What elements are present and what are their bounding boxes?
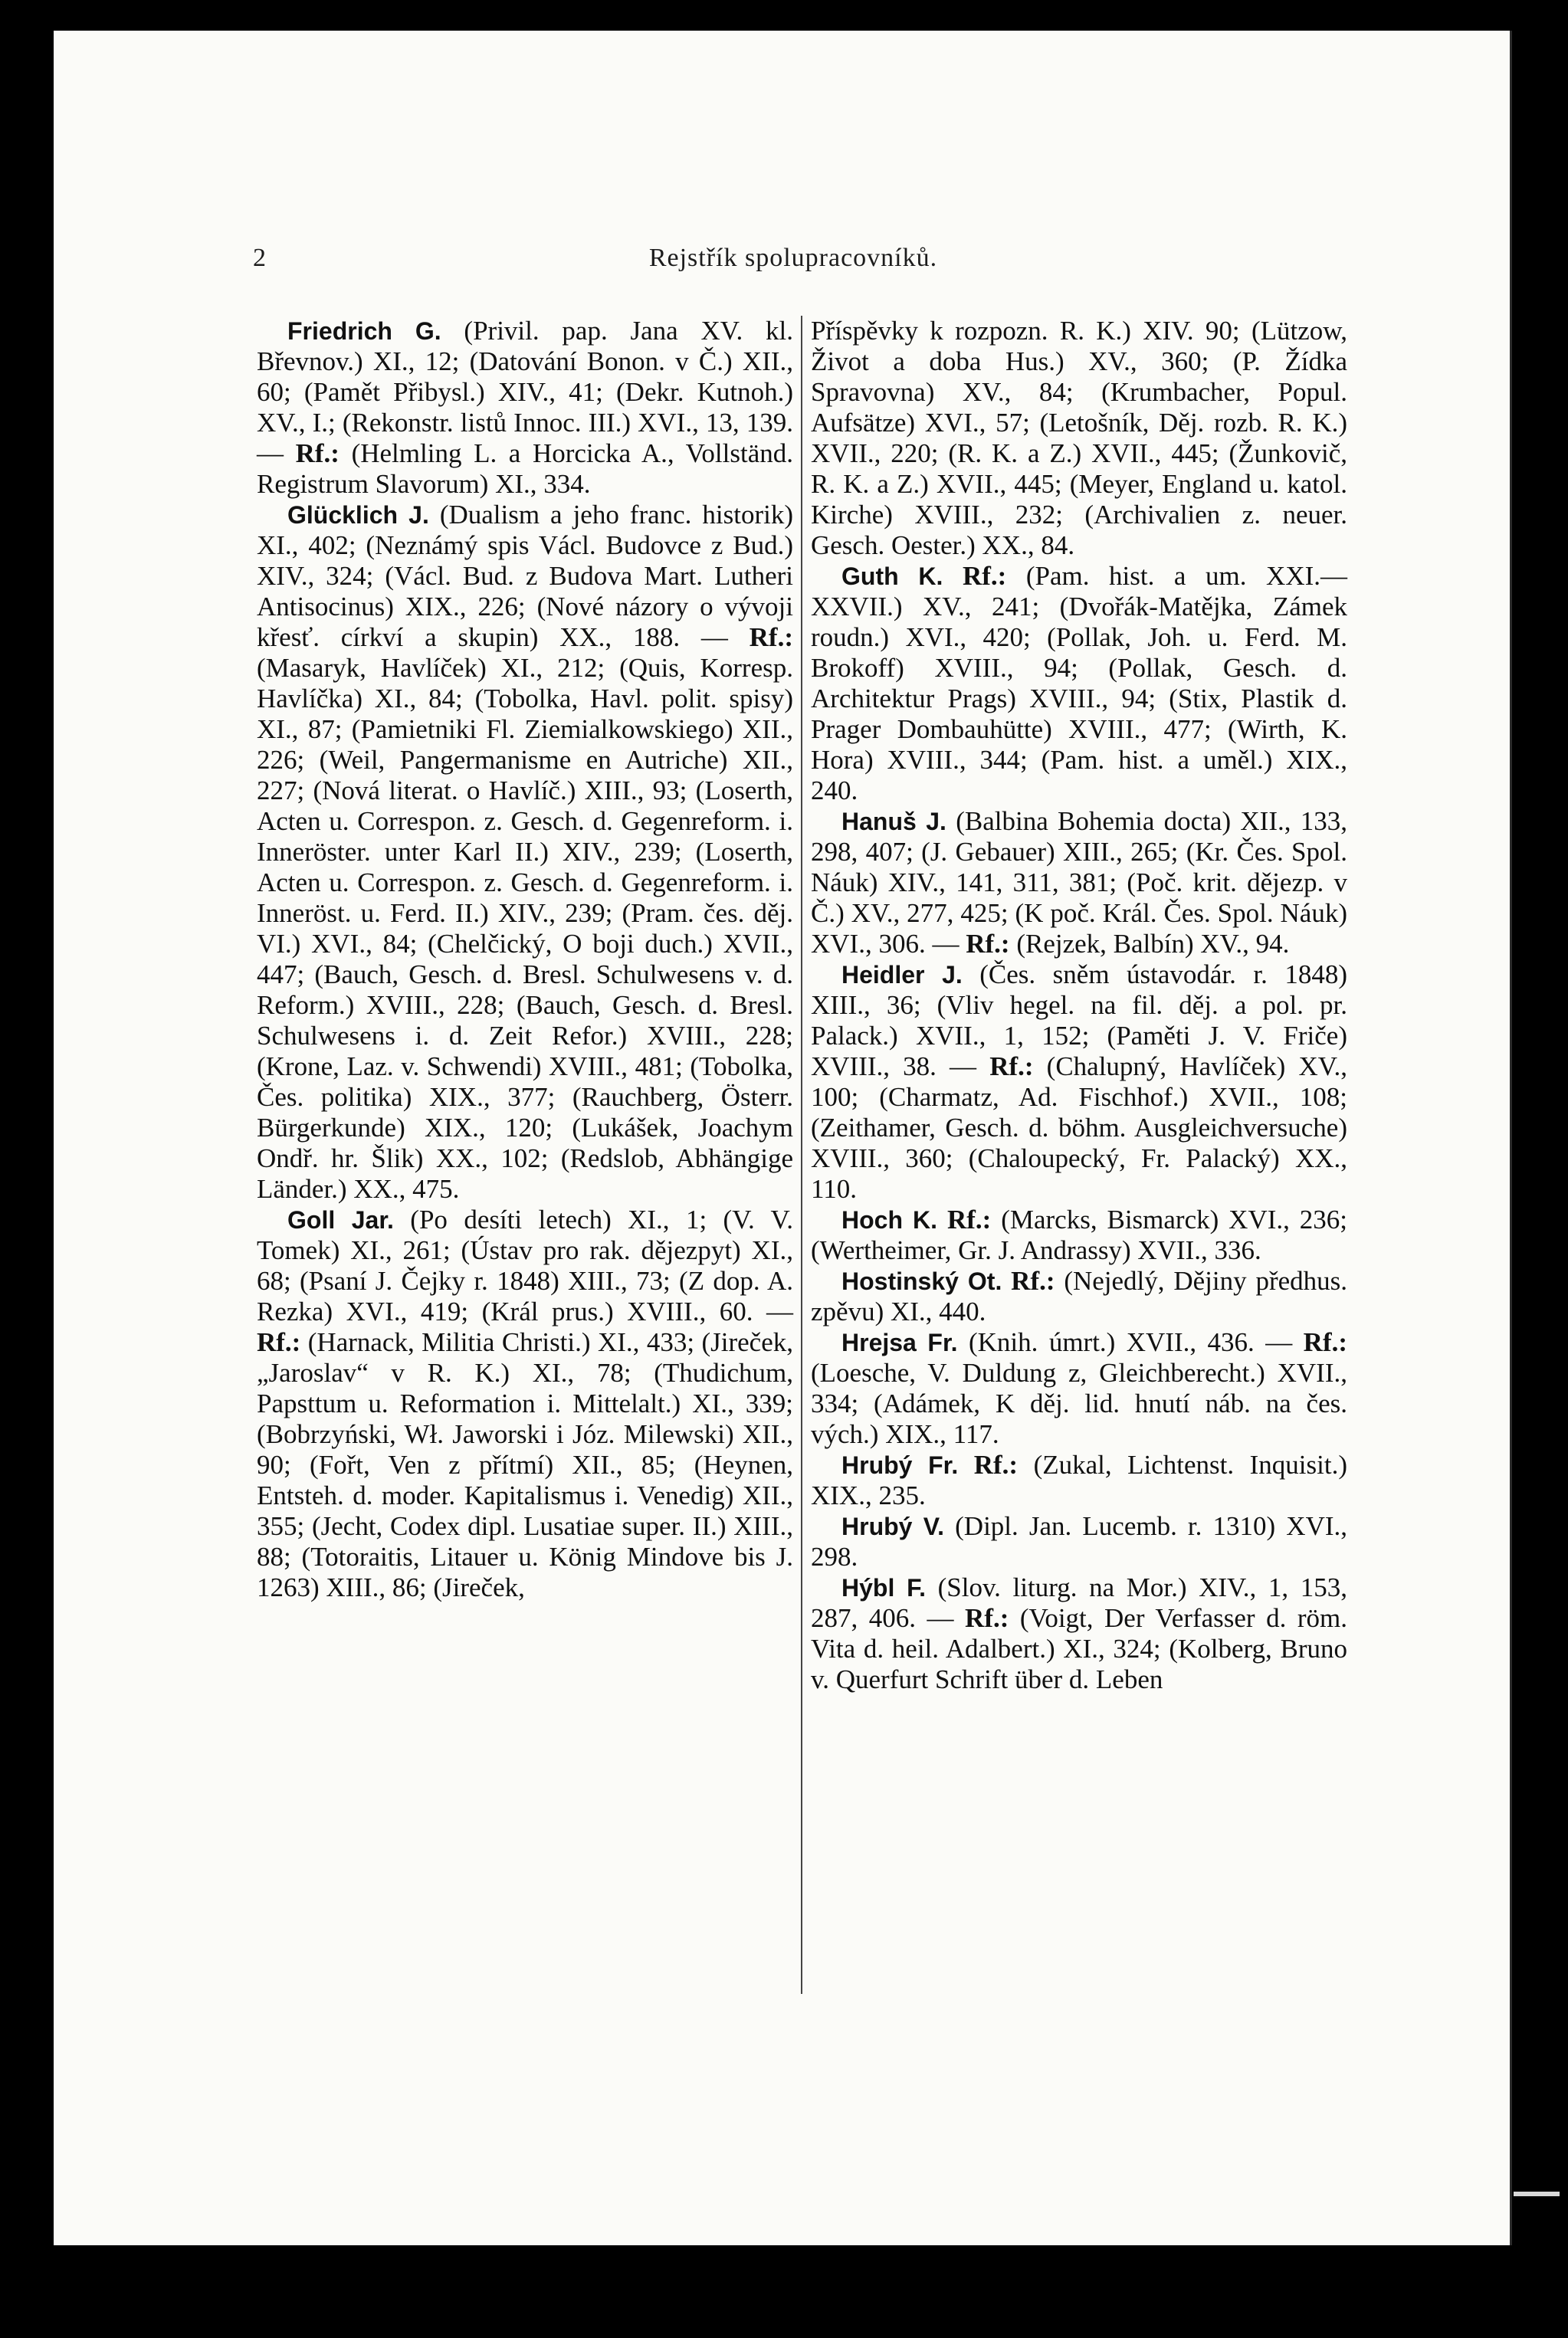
- page-header: [253, 244, 1333, 290]
- review-list-text: (Harnack, Militia Christi.) XI., 433; (Jireček, „Jaroslav“ v R. K.) XI., 78; (Thudichum, Papsttum u. Reformation i. Mittelalt.) XI., 339; (Bobrzyński, Wł. Jaworski i Józ. Milewski) XII., 90; (Fořt, Ven z přítmí) XII., 85; (Heynen, Entsteh. d. moder. Kapitalismus i. Venedig) XII., 355; (Jecht, Codex dipl. Lusatiae super. II.) XIII., 88; (Totoraitis, Litauer u. König Mindove bis J. 1263) XIII., 86; (Jireček,: [257, 1327, 793, 1602]
- entry-text: (Dualism a jeho franc. historik) XI., 402; (Neznámý spis Václ. Budovce z Bud.) XIV., 324; (Václ. Bud. z Budova Mart. Lutheri Antisocinus) XIX., 226; (Nové názory o vývoji křesť. církví a skupin) XX., 188. —: [257, 500, 794, 652]
- reviews-marker: Rf.:: [989, 1051, 1034, 1081]
- review-list-text: (Marcks, Bismarck) XVI., 236; (Wertheimer, Gr. J. Andrassy) XVII., 336.: [811, 1205, 1347, 1265]
- reviews-marker: Rf.:: [295, 438, 340, 468]
- index-entry: [811, 806, 1347, 959]
- index-entry: [811, 1572, 1347, 1695]
- entry-text: [958, 1450, 974, 1480]
- contributor-name: Hýbl F.: [841, 1574, 926, 1602]
- index-entry: [811, 1327, 1347, 1450]
- reviews-marker: Rf.:: [965, 1603, 1009, 1633]
- entry-text: [943, 561, 963, 591]
- review-list-text: (Pam. hist. a um. XXI.—XXVII.) XV., 241; (Dvořák-Matějka, Zámek roudn.) XVI., 420; (Pollak, Joh. u. Ferd. M. Brokoff) XVIII., 94; (Pollak, Gesch. d. Architektur Prags) XVIII., 94; (Stix, Plastik d. Prager Dombauhütte) XVIII., 477; (Wirth, K. Hora) XVIII., 344; (Pam. hist. a uměl.) XIX., 240.: [811, 561, 1348, 805]
- contributor-name: Hanuš J.: [841, 808, 946, 835]
- reviews-marker: Rf.:: [966, 929, 1010, 959]
- contributor-name: Hostinský Ot.: [841, 1267, 1002, 1295]
- reviews-marker: Rf.:: [1303, 1327, 1348, 1357]
- entry-text: (Privil. pap. Jana XV. kl. Břevnov.) XI., 12; (Datování Bonon. v Č.) XII., 60; (Pamět Přibysl.) XIV., 41; (Dekr. Kutnoh.) XV., I.; (Rekonstr. listů Innoc. III.) XVI., 13, 139. —: [257, 316, 794, 468]
- right-column: [811, 316, 1347, 1695]
- index-entry: [811, 316, 1347, 561]
- review-list-text: (Loesche, V. Duldung z, Gleichberecht.) XVII., 334; (Adámek, K děj. lid. hnutí náb. na čes. vých.) XIX., 117.: [811, 1358, 1347, 1449]
- review-list-text: (Zukal, Lichtenst. Inquisit.) XIX., 235.: [811, 1450, 1348, 1510]
- entry-text: [1002, 1266, 1011, 1296]
- reviews-marker: Rf.:: [257, 1327, 301, 1357]
- contributor-name: Friedrich G.: [287, 317, 441, 345]
- reviews-marker: Rf.:: [962, 561, 1007, 591]
- contributor-name: Hrubý V.: [841, 1513, 945, 1540]
- reviews-marker: Rf.:: [946, 1205, 992, 1235]
- contributor-name: Goll Jar.: [287, 1206, 394, 1234]
- reviews-marker: Rf.:: [1011, 1266, 1055, 1296]
- scan-edge-mark: [1514, 2192, 1560, 2196]
- contributor-name: Hoch K.: [841, 1206, 938, 1234]
- entry-text: (Balbina Bohemia docta) XII., 133, 298, 407; (J. Gebauer) XIII., 265; (Kr. Čes. Spol. Náuk) XIV., 141, 311, 381; (Poč. krit. dějezp. v Č.) XV., 277, 425; (K poč. Král. Čes. Spol. Náuk) XVI., 306. —: [811, 806, 1348, 959]
- contributor-name: Heidler J.: [841, 961, 963, 989]
- entry-text: [937, 1205, 947, 1235]
- page-number: 2: [253, 244, 266, 272]
- index-entry: [811, 1450, 1347, 1511]
- index-entry: [811, 1266, 1347, 1327]
- review-list-text: (Helmling L. a Horcicka A., Vollständ. Registrum Slavorum) XI., 334.: [257, 438, 794, 499]
- review-list-text: (Rejzek, Balbín) XV., 94.: [1009, 929, 1290, 959]
- column-divider: [801, 316, 802, 1994]
- left-column: [257, 316, 793, 1603]
- contributor-name: Hrubý Fr.: [841, 1451, 959, 1479]
- index-entry: [811, 561, 1347, 806]
- entry-text: (Dipl. Jan. Lucemb. r. 1310) XVI., 298.: [811, 1511, 1348, 1572]
- review-list-text: (Chalupný, Havlíček) XV., 100; (Charmatz, Ad. Fischhof.) XVII., 108; (Zeithamer, Gesch. d. böhm. Ausgleichversuche) XVIII., 360; (Chaloupecký, Fr. Palacký) XX., 110.: [811, 1051, 1347, 1204]
- review-list-text: (Voigt, Der Verfasser d. röm. Vita d. heil. Adalbert.) XI., 324; (Kolberg, Bruno v. Querfurt Schrift über d. Leben: [811, 1603, 1347, 1694]
- index-entry: [257, 1205, 793, 1603]
- index-entry: [811, 1205, 1347, 1266]
- reviews-marker: Rf.:: [749, 622, 793, 652]
- review-list-text: (Nejedlý, Dějiny předhus. zpěvu) XI., 440.: [811, 1266, 1347, 1326]
- entry-text: Příspěvky k rozpozn. R. K.) XIV. 90; (Lützow, Život a doba Hus.) XV., 360; (P. Žídka Spravovna) XV., 84; (Krumbacher, Popul. Aufsätze) XVI., 57; (Letošník, Děj. rozb. R. K.) XVII., 220; (R. K. a Z.) XVII., 445; (Žunkovič, R. K. a Z.) XVII., 445; (Meyer, England u. katol. Kirche) XVIII., 232; (Archivalien z. neuer. Gesch. Oester.) XX., 84.: [811, 316, 1347, 560]
- index-entry: [811, 959, 1347, 1205]
- index-entry: [257, 500, 793, 1205]
- contributor-name: Glücklich J.: [287, 501, 429, 529]
- entry-text: (Slov. liturg. na Mor.) XIV., 1, 153, 287, 406. —: [811, 1572, 1347, 1633]
- entry-text: (Čes. sněm ústavodár. r. 1848) XIII., 36; (Vliv hegel. na fil. děj. a pol. pr. Palack.) XVII., 1, 152; (Paměti J. V. Friče) XVIII., 38. —: [811, 959, 1347, 1081]
- review-list-text: (Masaryk, Havlíček) XI., 212; (Quis, Korresp. Havlíčka) XI., 84; (Tobolka, Havl. polit. spisy) XI., 87; (Pamietniki Fl. Ziemialkowskiego) XII., 226; (Weil, Pangermanisme en Autriche) XII., 227; (Nová literat. o Havlíč.) XIII., 93; (Loserth, Acten u. Correspon. z. Gesch. d. Gegenreform. i. Inneröster. unter Karl II.) XIV., 239; (Loserth, Acten u. Correspon. z. Gesch. d. Gegenreform. i. Inneröst. u. Ferd. II.) XIV., 239; (Pram. čes. děj. VI.) XVI., 84; (Chelčický, O boji duch.) XVII., 447; (Bauch, Gesch. d. Bresl. Schulwesens v. d. Reform.) XVIII., 228; (Bauch, Gesch. d. Bresl. Schulwesens i. d. Zeit Refor.) XVIII., 228; (Krone, Laz. v. Schwendi) XVIII., 481; (Tobolka, Čes. politika) XIX., 377; (Rauchberg, Österr. Bürgerkunde) XIX., 120; (Lukášek, Joachym Ondř. hr. Šlik) XX., 102; (Redslob, Abhängige Länder.) XX., 475.: [257, 653, 793, 1204]
- reviews-marker: Rf.:: [973, 1450, 1019, 1480]
- entry-text: (Po desíti letech) XI., 1; (V. V. Tomek) XI., 261; (Ústav pro rak. dějezpyt) XI., 68; (Psaní J. Čejky r. 1848) XIII., 73; (Z dop. A. Rezka) XVI., 419; (Král prus.) XVIII., 60. —: [257, 1205, 793, 1326]
- contributor-name: Hrejsa Fr.: [841, 1329, 958, 1356]
- index-entry: [811, 1511, 1347, 1572]
- entry-text: (Knih. úmrt.) XVII., 436. —: [957, 1327, 1304, 1357]
- contributor-name: Guth K.: [841, 562, 943, 590]
- index-entry: [257, 316, 793, 500]
- running-head: Rejstřík spolupracovníků.: [648, 244, 938, 272]
